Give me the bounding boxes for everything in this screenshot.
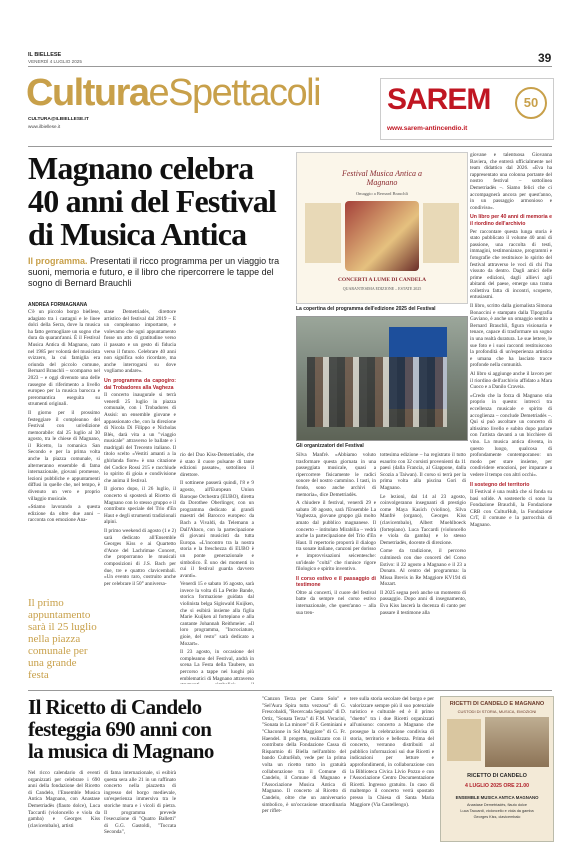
article1-col3: rio del Duo Kiss-Demetriadès, che è stato il cuore pulsante di tante edizioni passate», sottolinea il direttore. Il sottinene passerà quindi, l'8 e 9 agosto, all'European Union Baroque Orchestra (EUBO), diretta da Dorothee Oberlinger, con un programma dedicato ai grandi maestri del Barocco europeo: da Bach a Vivaldi, da Telemann a Dall'Abaco, con la partecipazione di giovani musicisti da tutta Europa. «L'incontro tra la nostra storia e la freschezza di EUBO è un ponte generazionale e simbolico. È uno dei momenti in cui il festival guarda davvero avanti». Venerdì 15 e sabato 16 agosto, sarà invece la volta di La Petite Bande, storica formazione guidata dal violinista belga Sigiswald Kuijken, che si esibirà insieme alla figlia Marie Kuijken al fortepiano e alla cantante Johannah Reithmeier. «Il loro programma, "Incrociature, gioie, del resto" sarà dedicato a Mozart». Il 23 agosto, in occasione del compleanno del Festival, andrà in scena La Festa della Taubere, un percorso a tappe nei luoghi più emblematici di Magnano attraverso [180, 452, 254, 682]
ricetto-poster-line2: Luca Taccardi, violoncello e viola da gamba [460, 809, 534, 813]
article2-headline: Il Ricetto di Candelo festeggia 690 anni con la musica di Magnano [28, 695, 214, 763]
festival-program-cover [296, 152, 468, 304]
poster-edition: QUARANTESIMA EDIZIONE – ESTATE 2025 [342, 286, 422, 291]
article1-col6: giovane e talentuosa Giovanna Baviera, che entrerà ufficialmente nel team didattico dal 2026. «Eva ha rappresentato una colonna portante del nostro festival – sottolinea Demetriadès –. Siamo felici che ci accompagnerà ancora per quest'anno, in un passaggio armonioso e condiviso». Un libro per 40 anni di memoria e il riordino dell'archivio Per raccontare questa lunga storia è stato pubblicato il volume 40 anni di passione, una raccolta di testi, immagini, testimonianze, programmi e fotografie che restituisce lo spirito del festival attraverso le voci di chi l'ha vissuto da dentro. Dagli amici delle prime edizioni, dagli allievi agli abitanti del paese, emerge una trama collettiva fatta di incontri, scoperte, entusiasmi. Il libro, scritto dalla giornalista Simona Bonaccini e stampato dalla Tipografia Gaviano, è anche un omaggio sentito a Bernard Brauchli, figura visionaria e tenace, capace di trasformare un sogno in una realtà duratura. Le sue lettere, le sue foto e i suoi racconti restituiscono la profondità di un'esperienza artistica e umana che ha lasciato tracce profonde nella comunità. Al libro si aggiunge anche il lavoro per il riordino dell'archivio affidato a Mara Cuoco e a Danilo Craveia. «Credo che la forza di Magnano stia proprio in questo: intrecci tra eccellenza musicale e spirito di accoglienza – conclude Demetriadès –. Qui si può ascoltare un concerto di altissimo livello e subito dopo parlare con l'artista davanti a un bicchiere di vino. La musica antica diventa, in questo luogo, qualcosa di profondamente contemporaneo: un modo per stare insieme, per condividere emozioni, per imparare a vedere il tempo con altri occhi». Il sostegno del territorio Il Festival è una realtà che si fonda su basi solide. A sostenerlo ci sono la Fondazione Brauchli, la Fondazione CRB con CulturHub, la Fondazione CrT, il comune e la parrocchia di Magnano. [470, 152, 552, 529]
paper-name: IL BIELLESE [28, 52, 62, 58]
sarem-logo: SAREM [387, 83, 491, 116]
article2-col4: tere sulla storia secolare del borgo e per valorizzare sempre più il suo potenziale turistico e culturale ed è il primo "duetto" tra i due Ricetti organizzati all'unisono: concerto a Magnano che prosegue la celebrazione condivisa di storia, territorio e bellezza. Prima del concerto, verranno distribuiti al pubblico informazioni sui due Ricetti e indicazioni per letture e approfondimenti, in collaborazione con la Biblioteca Civica Livio Pozzo e con l'Associazione Centro Documentazione Ricetti. Ingresso gratuito. In caso di maltempo il concerto verrà spostato presso la Chiesa di Santa Maria Maggiore (Via Castellengo). [350, 696, 434, 808]
article1-deck: Il programma. Presentati il ricco programma per un viaggio tra suoni, memoria e futuro, e il libro che ripercorrere le tappe del sogno di Bernard Brauchli [28, 256, 280, 288]
section-title: CulturaeSpettacoli [26, 72, 321, 114]
issue-date: VENERDÌ 4 LUGLIO 2025 [28, 59, 82, 64]
photo1-caption: La copertina del programma dell'edizione 2025 del Festival [296, 306, 436, 312]
article2-col3: "Canzon Terza per Canto Solo" e "Sel'Aura Spira tutta vezzosa" di G. Frescobaldi, "Recercada Segunda" di D. Ortiz, "Sonata Terza" di F.M. Veracini, "Sonata in La minore" di F. Geminiani e "Chaconne in Sol Maggiore" di G. Fr. Haendel. Il progetto, realizzato con il contributo della Fondazione Cassa di Risparmio di Biella nell'ambito del bando CulturHub, vede per la prima volta un ricetto tutto in gratuità collaborazione tra il Comune di Candelo, il Comune di Magnano e l'Associazione Musica Antica di Magnano. Il concerto al Ricetto di Candelo, oltre che un anniversario simbolico, è un'occasione straordinaria per riflet- [262, 696, 346, 815]
sarem-ad[interactable] [380, 78, 554, 140]
poster-subtitle: Omaggio a Bernard Brauchli [355, 191, 409, 196]
poster-right-panel [423, 203, 459, 263]
article1-col2: stase Demetriadès, direttore artistico del festival dal 2019 – E un compleanno importante, e volevamo che ogni appuntamento fosse un atto di gratitudine verso il passato e un gesto di fiducia verso il futuro. Celebrare 40 anni non significa solo ricordare, ma anche interrogarsi su dove vogliamo andare». Un programma da capogiro: dai Trobadores alla Vagheza Il concerto inaugurale si terrà venerdì 25 luglio in piazza comunale, con i Trobadores di Assisi: un ensemble giovane e appassionato che, con la direzione di Nicola Di Filippo e Nicholas Blés, darà vita a un "viaggio musicale" attraverso le ballate e i madrigali del Trecento italiano. Il titolo scelto «Vestiti amanti a la ghirlanda fiore» è una citazione del Codice Rossi 215 e racchiude lo spirito di gioia e condivisione che anima il festival. Il giorno dopo, il 26 luglio, il concerto si sposterà al Ricetto di Magnano con lo stesso gruppo e il contributo speciale del Trio d'En Haut e degli strumenti tradizionali alpini. Il primo weekend di agosto (1 e 2) sarà dedicato all'Ensemble Georges Kiss e ai Quartetto d'Ance del Lachrimae Concert, che proporranno le musicali composizioni di J.S. Bach per due, tre e quattro clavicembali. «Un evento raro, costruito anche per celebrare il 50° anniversa- [104, 309, 176, 587]
article2-col2: di fama internazionale, si esibirà questa sera alle 21 in un raffinato concerto nella piazzetta di ingresso del borgo medievale, un'esperienza immersiva tra le storiche mura e i vicoli di pietra. Il programma prevede l'esecuzione di "Quatro Balletti" di G.G. Gastoldi, "Toccata Seconda", [104, 770, 176, 836]
ricetto-poster-date: 4 LUGLIO 2025 ORE 21.00 [464, 783, 529, 789]
ricetto-poster-line1: Anastase Demetriadès, flauto dolce [467, 803, 527, 807]
page-number: 39 [538, 51, 552, 65]
violin-candle-image [345, 201, 419, 271]
article2-col1: Nel ricco calendario di eventi organizzati per celebrare i 690 anni della fondazione del Ricetto di Candelo, l'Ensemble Musica Antica Magnano, con Anastase Demetriadès (flauto dolce), Luca Taccardi (violoncello e viola da gamba) e Georges Kiss (clavicembalo), artisti [28, 770, 100, 829]
organizers-photo [296, 316, 468, 441]
ricetto-poster-sub: CUSTODI DI STORIA, MUSICA, EMOZIONI [457, 709, 537, 714]
article1-col4: Silva Manfrè. «Abbiamo voluto trasformare questa giornata in una passeggiata musicale, quasi a ripercorrere fisicamente le radici sonore del nostro cammino. I tasti, in fondo, sono anche archivi di memoria», dice Demetriadès. A chiudere il festival, venerdì 29 e sabato 30 agosto, sarà l'Ensemble La Vaghezza, giovane gruppo già molto amato dal pubblico magnanese. Il concerto – intitolato Mirabilia – vedrà anche la partecipazione del Trio d'En Haut. Il repertorio proporrà il dialogo tra sonate italiane, canzoni per dorisso e improvvisazioni seicentesche: un'ideale "coltá" che riunisce rigore filologico e spirito inventivo. Il corso estivo e il passaggio di testimone Oltre ai concerti, il cuore del festival batte da sempre nel corso estivo internazionale, che quest'anno – alla sua tren- [296, 452, 376, 616]
anniversary-badge-icon: 50 [515, 87, 547, 119]
article1-col1: C'è un piccolo borgo biellese, adagiato tra i castagni e le linee dolci della Serra, dove la musica ha fatto germogliare un sogno che dura da quarant'anni. È il Festival Musica Antica di Magnano, nato nel 1985 per volontà del musicista svizzero, la cui famiglia era oriunda del piccolo comune, Bernard Brauchli – scomparso nel 2023 – e oggi divenuto una delle rassegne di riferimento a livello europeo per la musica barocca e preromantica eseguita su strumenti originali. Il giorno per il prossimo festeggiare il compleanno del Festival con un'edizione memorabile: dal 25 luglio al 30 agosto, tra le chiese di Magnano, il Ricetto, la romanica San Secondo e per la prima volta anche la piazza comunale, si alterneranno ensemble di fama internazionale, giovani promesse, lezioni pubbliche e appuntamenti diffusi in quelle che, nel tempo, è divenuto un vero e proprio villaggio musicale. «Stiamo lavorando a questa edizione da oltre due anni – racconta con emozione Ana- [28, 309, 100, 524]
byline: ANDREA FORMAGNANA [28, 302, 88, 308]
article1-headline: Magnano celebra 40 anni del Festival di Musica Antica [28, 150, 277, 252]
poster-logo-icon [447, 719, 481, 761]
poster-title: Festival Musica Antica a Magnano [341, 169, 423, 187]
section-web[interactable]: www.ilbiellese.it [28, 124, 61, 129]
ricetto-poster-ensemble: ENSEMBLE MUSICA ANTICA MAGNANO [455, 795, 539, 800]
ricetto-poster-line3: Georges Kiss, clavicembalo [473, 815, 521, 819]
pull-quote: Il primo appuntamento sarà il 25 luglio nella piazza comunale per una grande festa [28, 597, 97, 681]
ricetto-poster-event: RICETTO DI CANDELO [467, 773, 527, 779]
ricetto-photo [485, 717, 549, 767]
people-group [307, 357, 447, 427]
poster-bottom: CONCERTI A LUME DI CANDELA [337, 277, 427, 283]
photo2-caption: Gli organizzatori del Festival [296, 443, 364, 449]
article1-col5: tottesima edizione – ha registrato il tutto esaurito con 32 corsisti provenienti da 11 paesi (dalla Francia, al Giappone, dalla Scozia a Taiwan). Il corso si terrà per la prima volta alla piscina Gori di Magnano. Le lezioni, dal 14 al 23 agosto, coinvolgeranno insegnanti di prestigio come Maya Kasich (violino), Silva Manfrè (organo), Georges Kiss (clavicembalo), Albert Muehlboeck (fortepiano). Luca Taccardi (violoncello e viola da gamba) e lo stesso Demetriadès, docente di direzione. Come da tradizione, il percorso culminerà con due concerti del Corso Estivo: il 22 agosto a Magnano e il 23 a Donato. Al centro del programma: la Missa Brevis in Re Maggiore KV194 di Mozart. Il 2025 segna però anche un momento di passaggio. Dopo anni di insegnamento, Eva Kiss lascerà la docenza di canto per passare il testimone alla [380, 452, 466, 616]
section-email[interactable]: CULTURA@ILBIELLESE.IT [28, 117, 89, 122]
poster-left-panel [305, 203, 341, 263]
ricetto-poster-title: RICETTI DI CANDELO E MAGNANO [449, 701, 545, 707]
sarem-url: www.sarem-antincendio.it [387, 125, 468, 132]
ricetto-poster [440, 696, 554, 842]
